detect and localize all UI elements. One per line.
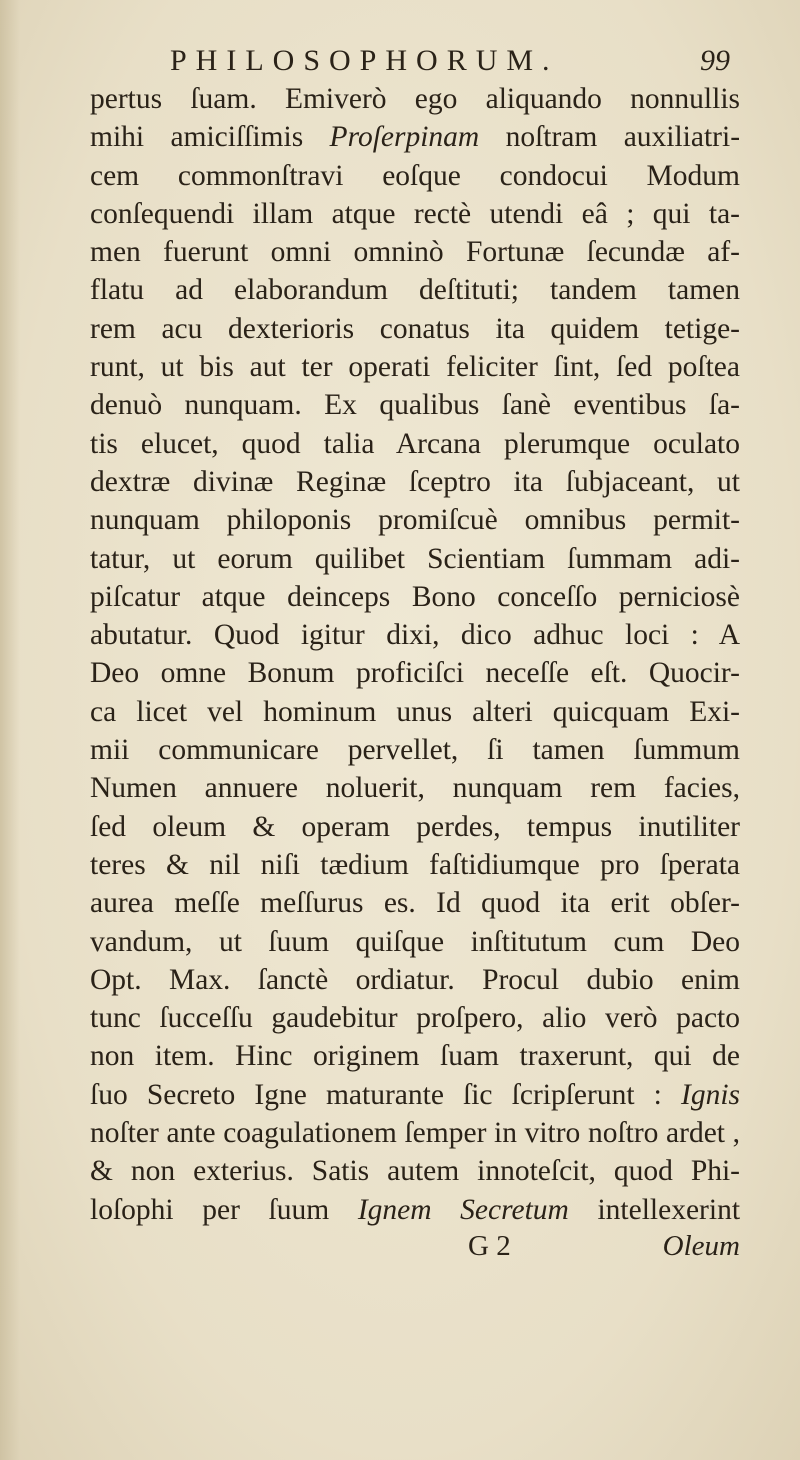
page-number: 99 [700,44,730,77]
text-line: conſequendi illam atque rectè utendi eâ ; qui ta- [90,197,740,230]
text-line: flatu ad elaborandum deſtituti; tandem tamen [90,274,740,307]
page-gutter-shadow [0,0,20,1460]
body-text [90,80,740,1229]
text-line: tis elucet, quod talia Arcana plerumque oculato [90,427,740,460]
text-line: teres & nil niſi tædium faſtidiumque pro ſperata [90,848,740,881]
page-header [170,44,730,84]
signature-mark: G 2 [468,1230,511,1262]
text-fragment: ſuo Secreto Igne maturante ſic ſcripſerunt : [90,1078,662,1111]
italic-term: Ignem Secretum [357,1193,569,1226]
text-line: Deo omne Bonum proficiſci neceſſe eſt. Quocir- [90,657,740,690]
text-line: Opt. Max. ſanctè ordiatur. Procul dubio enim [90,963,740,996]
text-line [90,1191,740,1229]
text-fragment: loſophi per ſuum [90,1193,330,1226]
running-head: PHILOSOPHORUM. [170,44,559,77]
text-line: men fuerunt omni omninò Fortunæ ſecundæ af- [90,236,740,269]
text-line: denuò nunquam. Ex qualibus ſanè eventibus ſa- [90,389,740,422]
catchword: Oleum [662,1230,740,1262]
text-line: cem commonſtravi eoſque condocui Modum [90,159,740,192]
text-line: vandum, ut ſuum quiſque inſtitutum cum Deo [90,925,740,958]
text-fragment: mihi amiciſſimis [90,121,304,154]
text-line: tatur, ut eorum quilibet Scientiam ſummam adi- [90,542,740,575]
text-line [90,1076,740,1114]
text-line: nunquam philoponis promiſcuè omnibus permit- [90,504,740,537]
text-line: non item. Hinc originem ſuam traxerunt, qui de [90,1040,740,1073]
text-line: runt, ut bis aut ter operati feliciter ſint, ſed poſtea [90,351,740,384]
text-fragment: intellexerint [597,1193,741,1226]
text-line: Numen annuere noluerit, nunquam rem facies, [90,772,740,805]
text-line: piſcatur atque deinceps Bono conceſſo perniciosè [90,580,740,613]
text-line: & non exterius. Satis autem innoteſcit, quod Phi- [90,1155,740,1188]
text-line: pertus ſuam. Emiverò ego aliquando nonnullis [90,83,740,115]
text-line-italic: noſter ante coagulationem ſemper in vitro noſtro ardet , [90,1117,740,1150]
text-line: mii communicare pervellet, ſi tamen ſummum [90,734,740,767]
text-line: ca licet vel hominum unus alteri quicquam Exi- [90,695,740,728]
page-footer [90,1230,740,1270]
text-line: ſed oleum & operam perdes, tempus inutiliter [90,810,740,843]
text-line [90,118,740,156]
text-line: abutatur. Quod igitur dixi, dico adhuc loci : A [90,619,740,652]
text-line: tunc ſucceſſu gaudebitur proſpero, alio verò pacto [90,1002,740,1035]
text-line: aurea meſſe meſſurus es. Id quod ita erit obſer- [90,887,740,920]
italic-term: Proſerpinam [329,121,480,154]
italic-term: Ignis [681,1078,740,1111]
text-line: rem acu dexterioris conatus ita quidem tetige- [90,312,740,345]
text-fragment: noſtram auxiliatri- [505,121,741,154]
text-line: dextræ divinæ Reginæ ſceptro ita ſubjaceant, ut [90,465,740,498]
